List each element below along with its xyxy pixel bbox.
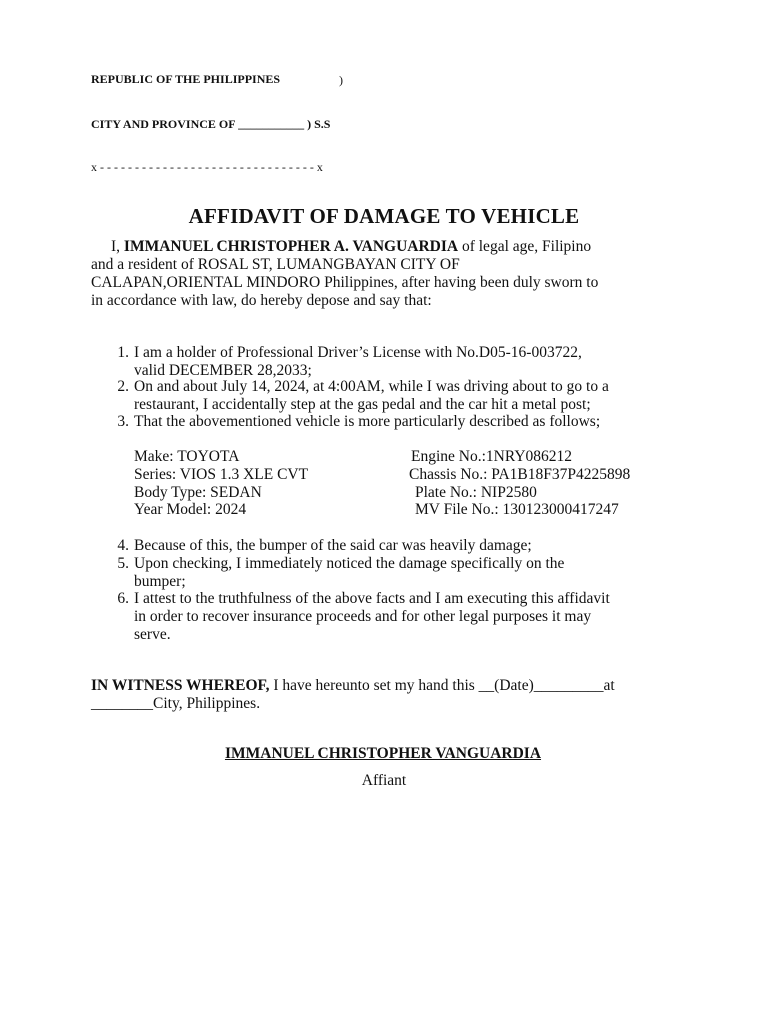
witness-line-1: IN WITNESS WHEREOF, I have hereunto set my hand this __(Date)_________at [91, 677, 615, 694]
intro-line-3: CALAPAN,ORIENTAL MINDORO Philippines, after having been duly sworn to [91, 274, 599, 291]
vehicle-mv-file-no: MV File No.: 130123000417247 [415, 501, 619, 518]
intro-line-4: in accordance with law, do hereby depose and say that: [91, 292, 432, 309]
vehicle-year-model: Year Model: 2024 [134, 501, 247, 518]
intro-paragraph [91, 238, 691, 310]
witness-line-2: ________City, Philippines. [91, 695, 261, 712]
vehicle-chassis-no: Chassis No.: PA1B18F37P4225898 [409, 466, 631, 483]
header-separator: x - - - - - - - - - - - - - - - - - - - - - - - - - - - - - - - x [91, 160, 323, 174]
vehicle-engine-no: Engine No.:1NRY086212 [411, 448, 573, 465]
document-title: AFFIDAVIT OF DAMAGE TO VEHICLE [188, 204, 580, 228]
affiant-name-inline: IMMANUEL CHRISTOPHER A. VANGUARDIA [123, 238, 459, 255]
header-republic: REPUBLIC OF THE PHILIPPINES [91, 72, 281, 86]
intro-line-2: and a resident of ROSAL ST, LUMANGBAYAN CITY OF [91, 256, 460, 273]
header-republic-paren: ) [339, 73, 343, 87]
witness-paragraph [91, 677, 691, 713]
header-city-province: CITY AND PROVINCE OF ___________ ) S.S [91, 117, 331, 131]
intro-line-1: I, IMMANUEL CHRISTOPHER A. VANGUARDIA of legal age, Filipino [111, 238, 592, 255]
vehicle-series: Series: VIOS 1.3 XLE CVT [134, 466, 309, 483]
vehicle-body-type: Body Type: SEDAN [134, 484, 262, 501]
vehicle-make: Make: TOYOTA [134, 448, 240, 465]
signature-name: IMMANUEL CHRISTOPHER VANGUARDIA [224, 745, 542, 762]
signature-role: Affiant [361, 772, 407, 789]
vehicle-plate-no: Plate No.: NIP2580 [415, 484, 537, 501]
